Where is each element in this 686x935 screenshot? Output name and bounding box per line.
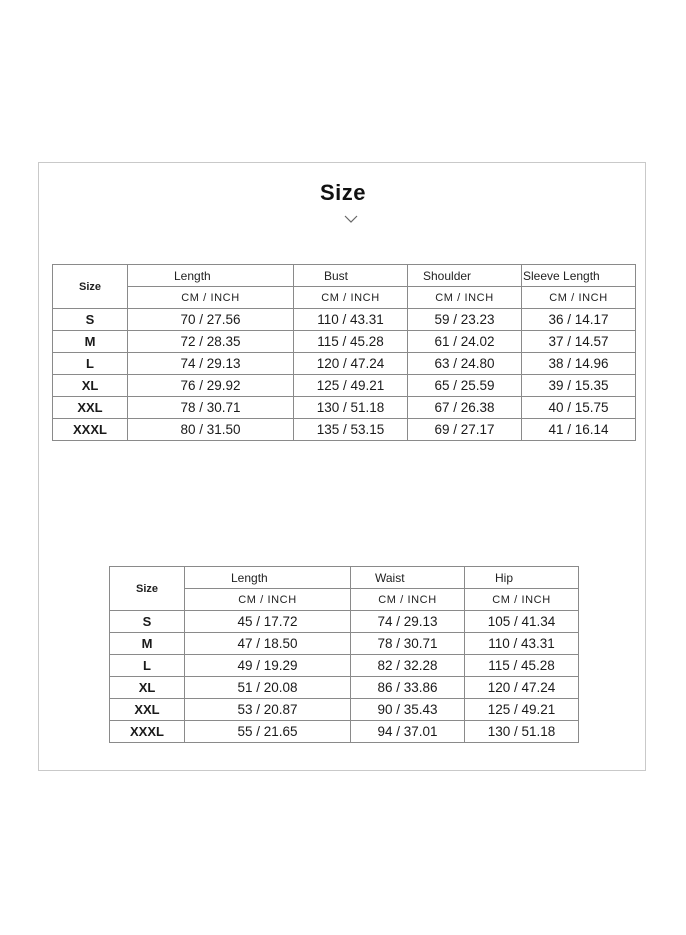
size-label: S [53,309,128,331]
length-value: 70 / 27.56 [128,309,294,331]
shoulder-value: 65 / 25.59 [408,375,522,397]
column-header-length: Length [128,265,294,287]
shoulder-value: 61 / 24.02 [408,331,522,353]
sleeve-length-value: 39 / 15.35 [522,375,636,397]
sleeve-length-value: 38 / 14.96 [522,353,636,375]
waist-value: 94 / 37.01 [351,721,465,743]
sleeve-length-value: 40 / 15.75 [522,397,636,419]
length-value: 49 / 19.29 [185,655,351,677]
hip-value: 115 / 45.28 [465,655,579,677]
bust-value: 130 / 51.18 [294,397,408,419]
unit-label: CM / INCH [294,287,408,309]
size-label: XXL [53,397,128,419]
table-row [110,611,579,633]
length-value: 76 / 29.92 [128,375,294,397]
size-label: XXXL [110,721,185,743]
table-row [110,633,579,655]
size-column-header: Size [110,567,185,611]
bust-value: 115 / 45.28 [294,331,408,353]
waist-value: 74 / 29.13 [351,611,465,633]
unit-label: CM / INCH [465,589,579,611]
waist-value: 86 / 33.86 [351,677,465,699]
size-label: L [53,353,128,375]
table-row [53,309,636,331]
table-row [110,655,579,677]
column-header-length: Length [185,567,351,589]
size-label: M [53,331,128,353]
size-label: L [110,655,185,677]
chevron-down-icon [343,214,359,224]
unit-label: CM / INCH [185,589,351,611]
size-label: XL [53,375,128,397]
shoulder-value: 69 / 27.17 [408,419,522,441]
length-value: 55 / 21.65 [185,721,351,743]
waist-value: 82 / 32.28 [351,655,465,677]
top-size-table [52,264,636,441]
waist-value: 78 / 30.71 [351,633,465,655]
hip-value: 120 / 47.24 [465,677,579,699]
table-row [53,353,636,375]
size-label: S [110,611,185,633]
table-row [110,699,579,721]
shoulder-value: 67 / 26.38 [408,397,522,419]
column-header-sleeve-length: Sleeve Length [522,265,636,287]
table-header-row [110,567,579,589]
unit-label: CM / INCH [408,287,522,309]
length-value: 78 / 30.71 [128,397,294,419]
size-label: M [110,633,185,655]
sleeve-length-value: 41 / 16.14 [522,419,636,441]
table-row [110,677,579,699]
length-value: 72 / 28.35 [128,331,294,353]
length-value: 53 / 20.87 [185,699,351,721]
table-unit-row [53,287,636,309]
bust-value: 120 / 47.24 [294,353,408,375]
unit-label: CM / INCH [522,287,636,309]
length-value: 45 / 17.72 [185,611,351,633]
hip-value: 125 / 49.21 [465,699,579,721]
waist-value: 90 / 35.43 [351,699,465,721]
shoulder-value: 59 / 23.23 [408,309,522,331]
table-row [53,375,636,397]
length-value: 51 / 20.08 [185,677,351,699]
table-row [53,331,636,353]
shoulder-value: 63 / 24.80 [408,353,522,375]
unit-label: CM / INCH [351,589,465,611]
bottom-size-table [109,566,579,743]
hip-value: 105 / 41.34 [465,611,579,633]
sleeve-length-value: 36 / 14.17 [522,309,636,331]
bust-value: 125 / 49.21 [294,375,408,397]
size-column-header: Size [53,265,128,309]
table-row [53,419,636,441]
size-label: XL [110,677,185,699]
column-header-shoulder: Shoulder [408,265,522,287]
table-row [110,721,579,743]
length-value: 74 / 29.13 [128,353,294,375]
hip-value: 110 / 43.31 [465,633,579,655]
table-row [53,397,636,419]
size-label: XXL [110,699,185,721]
page-title: Size [319,180,367,205]
bust-value: 110 / 43.31 [294,309,408,331]
column-header-waist: Waist [351,567,465,589]
length-value: 47 / 18.50 [185,633,351,655]
column-header-hip: Hip [465,567,579,589]
unit-label: CM / INCH [128,287,294,309]
column-header-bust: Bust [294,265,408,287]
table-header-row [53,265,636,287]
sleeve-length-value: 37 / 14.57 [522,331,636,353]
bust-value: 135 / 53.15 [294,419,408,441]
hip-value: 130 / 51.18 [465,721,579,743]
length-value: 80 / 31.50 [128,419,294,441]
size-label: XXXL [53,419,128,441]
